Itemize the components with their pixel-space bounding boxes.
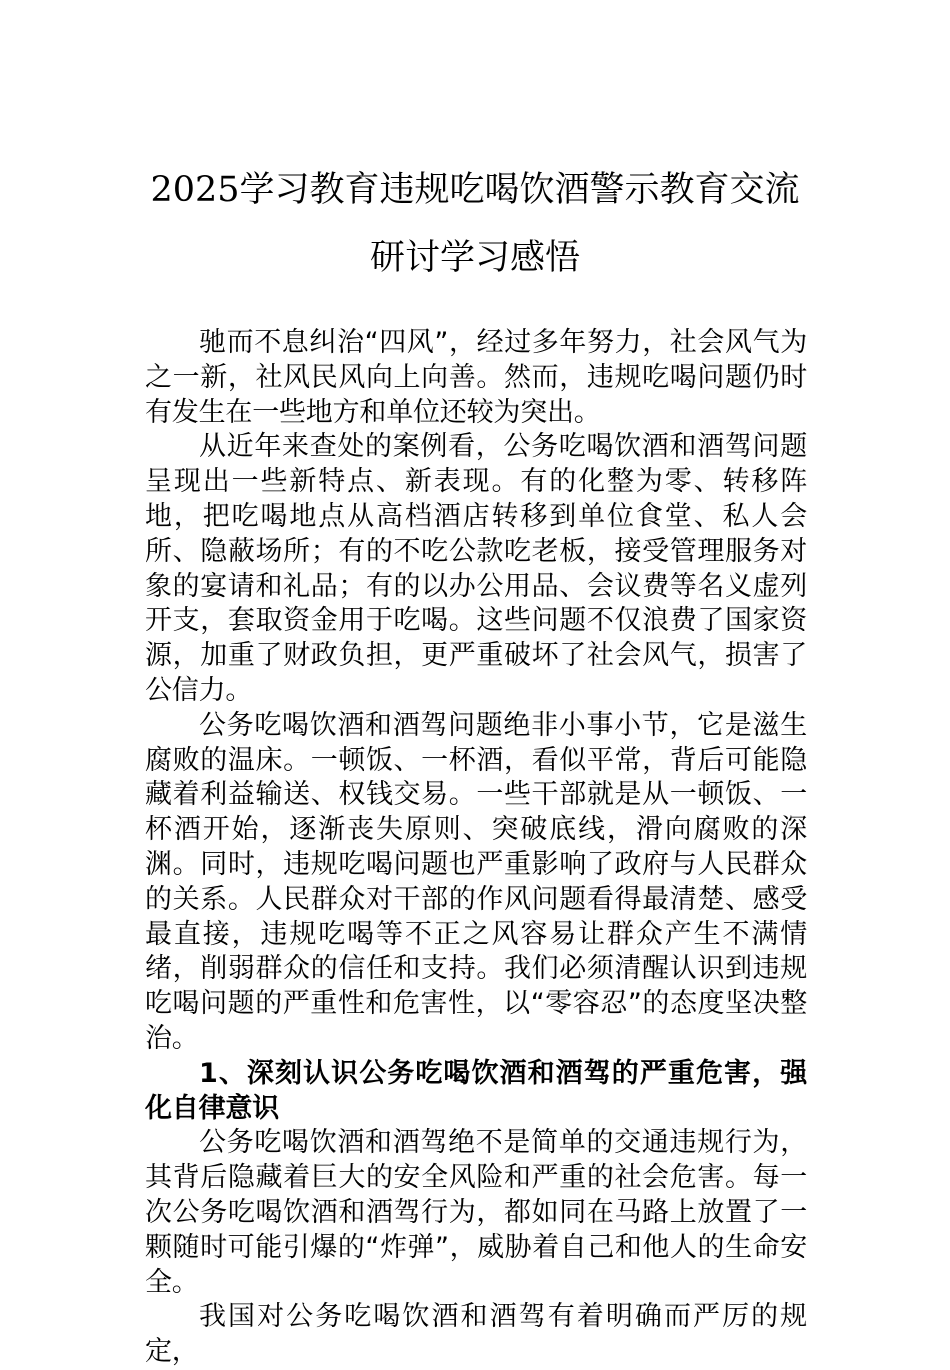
document-body — [145, 326, 807, 1370]
document-title-line-1: 2025学习教育违规吃喝饮酒警示教育交流 — [150, 170, 800, 210]
paragraph-section-1: 公务吃喝饮酒和酒驾绝不是简单的交通违规行为，其背后隐藏着巨大的安全风险和严重的社会危害。每一次公务吃喝饮酒和酒驾行为，都如同在马路上放置了一颗随时可能引爆的“炸弹”，威胁着自己和他人的生命安全。 — [145, 1127, 807, 1298]
paragraph-harm: 公务吃喝饮酒和酒驾问题绝非小事小节，它是滋生腐败的温床。一顿饭、一杯酒，看似平常，背后可能隐藏着利益输送、权钱交易。一些干部就是从一顿饭、一杯酒开始，逐渐丧失原则、突破底线，滑向腐败的深渊。同时，违规吃喝问题也严重影响了政府与人民群众的关系。人民群众对干部的作风问题看得最清楚、感受最直接，违规吃喝等不正之风容易让群众产生不满情绪，削弱群众的信任和支持。我们必须清醒认识到违规吃喝问题的严重性和危害性，以“零容忍”的态度坚决整治。 — [145, 709, 807, 1054]
document-title-line-2: 研讨学习感悟 — [369, 238, 580, 278]
paragraph-intro: 驰而不息纠治“四风”，经过多年努力，社会风气为之一新，社风民风向上向善。然而，违规吃喝问题仍时有发生在一些地方和单位还较为突出。 — [145, 327, 807, 428]
section-heading: 1、深刻认识公务吃喝饮酒和酒驾的严重危害，强化自律意识 — [145, 1057, 807, 1124]
paragraph-cases: 从近年来查处的案例看，公务吃喝饮酒和酒驾问题呈现出一些新特点、新表现。有的化整为零、转移阵地，把吃喝地点从高档酒店转移到单位食堂、私人会所、隐蔽场所；有的不吃公款吃老板，接受管理服务对象的宴请和礼品；有的以办公用品、会议费等名义虚列开支，套取资金用于吃喝。这些问题不仅浪费了国家资源，加重了财政负担，更严重破坏了社会风气，损害了公信力。 — [145, 431, 807, 706]
paragraph-section-2: 我国对公务吃喝饮酒和酒驾有着明确而严厉的规定， — [145, 1301, 807, 1368]
